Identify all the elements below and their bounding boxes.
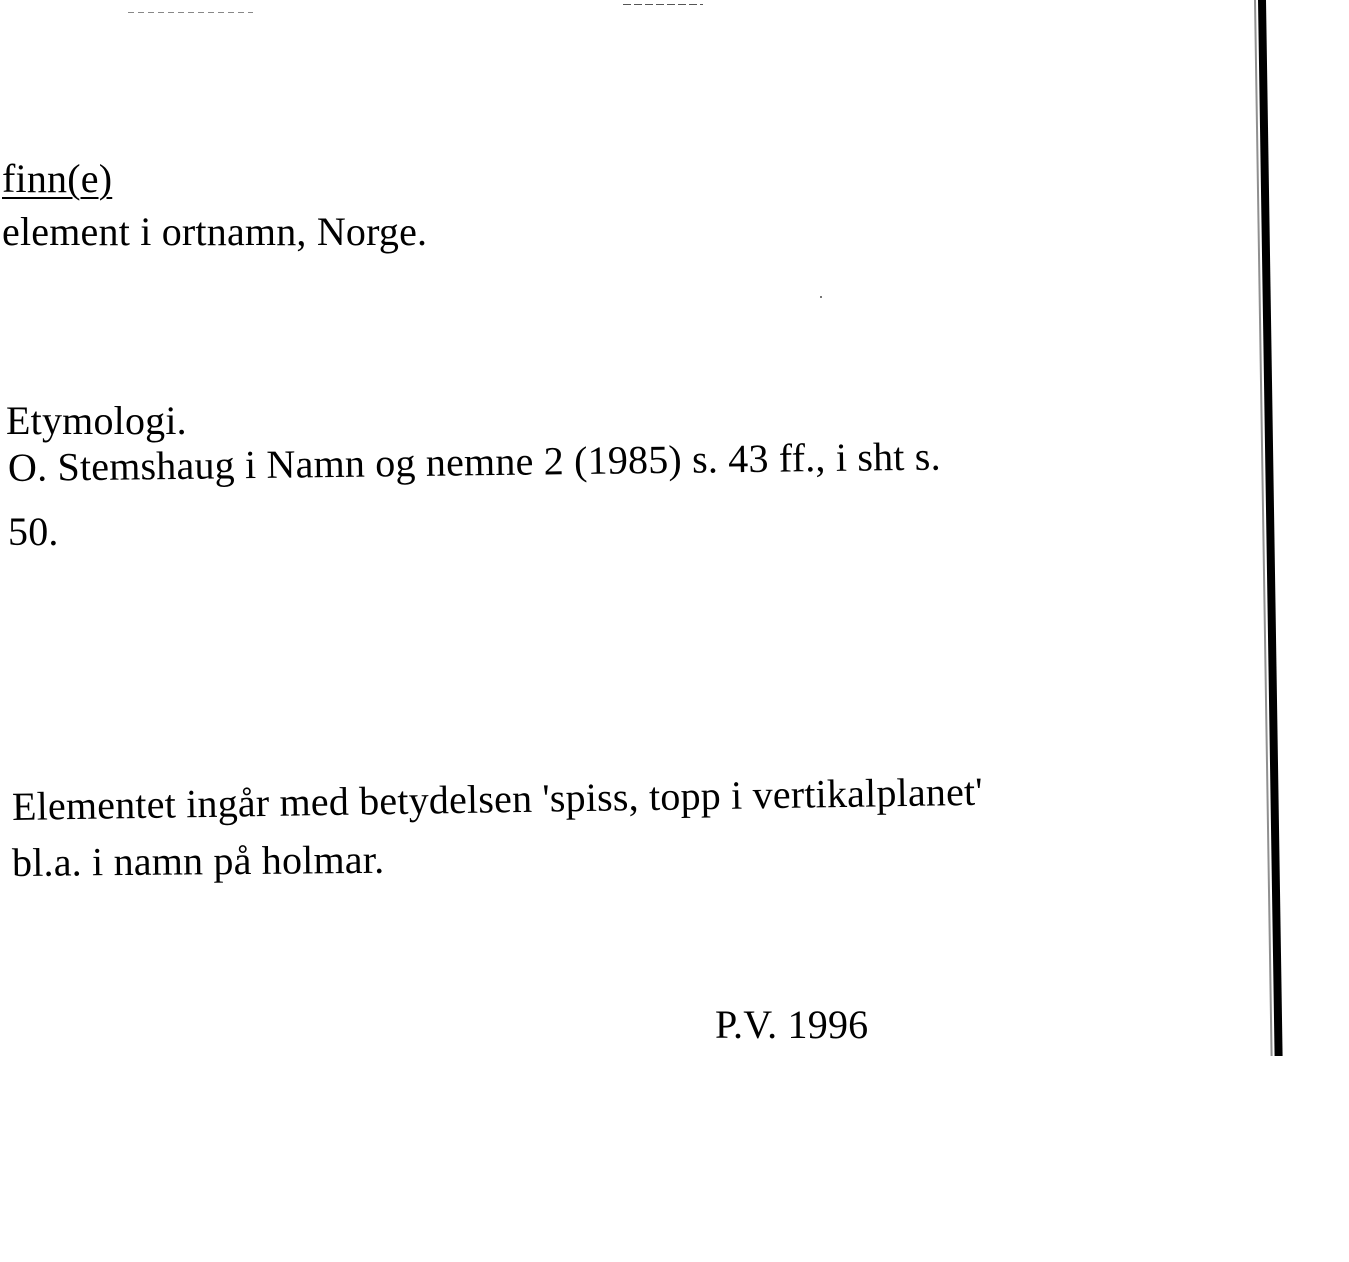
- signature: P.V. 1996: [715, 1002, 869, 1047]
- body-text-line: Elementet ingår med betydelsen 'spiss, topp i vertikalplanet': [11, 768, 984, 829]
- scan-artifact: [820, 296, 822, 298]
- headword: finn(e): [2, 156, 113, 201]
- scan-artifact: [128, 12, 253, 13]
- reference-line: O. Stemshaug i Namn og nemne 2 (1985) s. 43 ff., i sht s.: [7, 433, 942, 490]
- definition: element i ortnamn, Norge.: [2, 209, 428, 254]
- reference-line: 50.: [8, 509, 59, 554]
- etymology-heading: Etymologi.: [6, 398, 187, 443]
- body-text-line: bl.a. i namn på holmar.: [11, 836, 385, 885]
- scan-artifact: [623, 4, 703, 5]
